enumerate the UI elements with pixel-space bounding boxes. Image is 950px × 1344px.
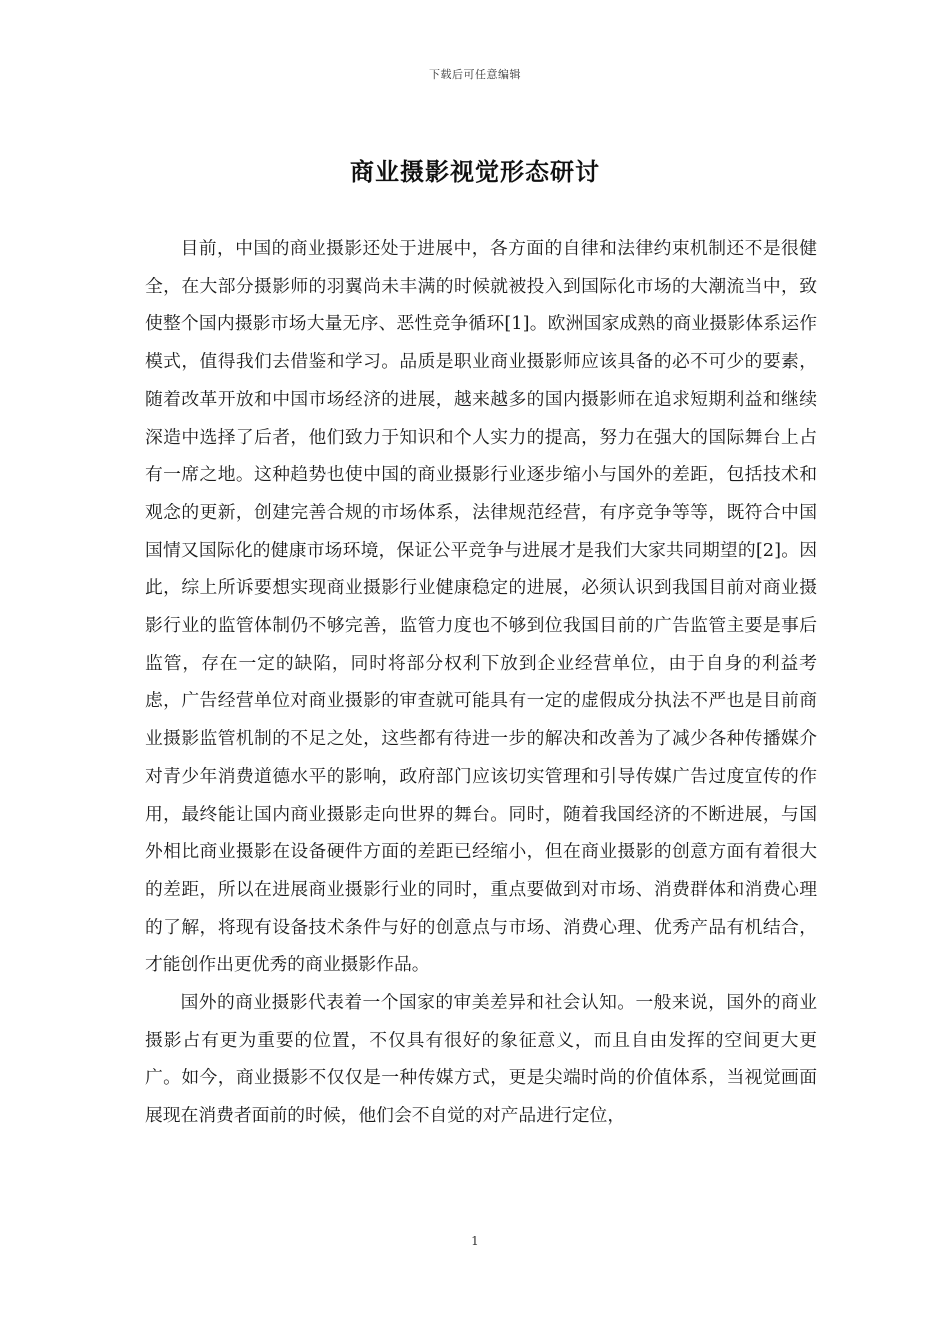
paragraph-2: 国外的商业摄影代表着一个国家的审美差异和社会认知。一般来说，国外的商业摄影占有更为重要的位置，不仅具有很好的象征意义，而且自由发挥的空间更大更广。如今，商业摄影不仅仅是一种传媒方式，更是尖端时尚的价值体系，当视觉画面展现在消费者面前的时候，他们会不自觉的对产品进行定位， bbox=[145, 992, 817, 1127]
page-number: 1 bbox=[471, 1234, 479, 1248]
document-body bbox=[145, 230, 817, 1135]
paragraph-1: 目前，中国的商业摄影还处于进展中，各方面的自律和法律约束机制还不是很健全，在大部分摄影师的羽翼尚未丰满的时候就被投入到国际化市场的大潮流当中，致使整个国内摄影市场大量无序、恶性竞争循环[1]。欧洲国家成熟的商业摄影体系运作模式，值得我们去借鉴和学习。品质是职业商业摄影师应该具备的必不可少的要素，随着改革开放和中国市场经济的进展，越来越多的国内摄影师在追求短期利益和继续深造中选择了后者，他们致力于知识和个人实力的提高，努力在强大的国际舞台上占有一席之地。这种趋势也使中国的商业摄影行业逐步缩小与国外的差距，包括技术和观念的更新，创建完善合规的市场体系，法律规范经营，有序竞争等等，既符合中国国情又国际化的健康市场环境，保证公平竞争与进展才是我们大家共同期望的[2]。因此，综上所诉要想实现商业摄影行业健康稳定的进展，必须认识到我国目前对商业摄影行业的监管体制仍不够完善，监管力度也不够到位我国目前的广告监管主要是事后监管，存在一定的缺陷，同时将部分权利下放到企业经营单位，由于自身的利益考虑，广告经营单位对商业摄影的审查就可能具有一定的虚假成分执法不严也是目前商业摄影监管机制的不足之处，这些都有待进一步的解决和改善为了减少各种传播媒介对青少年消费道德水平的影响，政府部门应该切实管理和引导传媒广告过度宣传的作用，最终能让国内商业摄影走向世界的舞台。同时，随着我国经济的不断进展，与国外相比商业摄影在设备硬件方面的差距已经缩小，但在商业摄影的创意方面有着很大的差距，所以在进展商业摄影行业的同时，重点要做到对市场、消费群体和消费心理的了解，将现有设备技术条件与好的创意点与市场、消费心理、优秀产品有机结合，才能创作出更优秀的商业摄影作品。 bbox=[145, 238, 817, 976]
page-header: 下载后可任意编辑 bbox=[429, 68, 521, 81]
document-title: 商业摄影视觉形态研讨 bbox=[350, 157, 600, 186]
